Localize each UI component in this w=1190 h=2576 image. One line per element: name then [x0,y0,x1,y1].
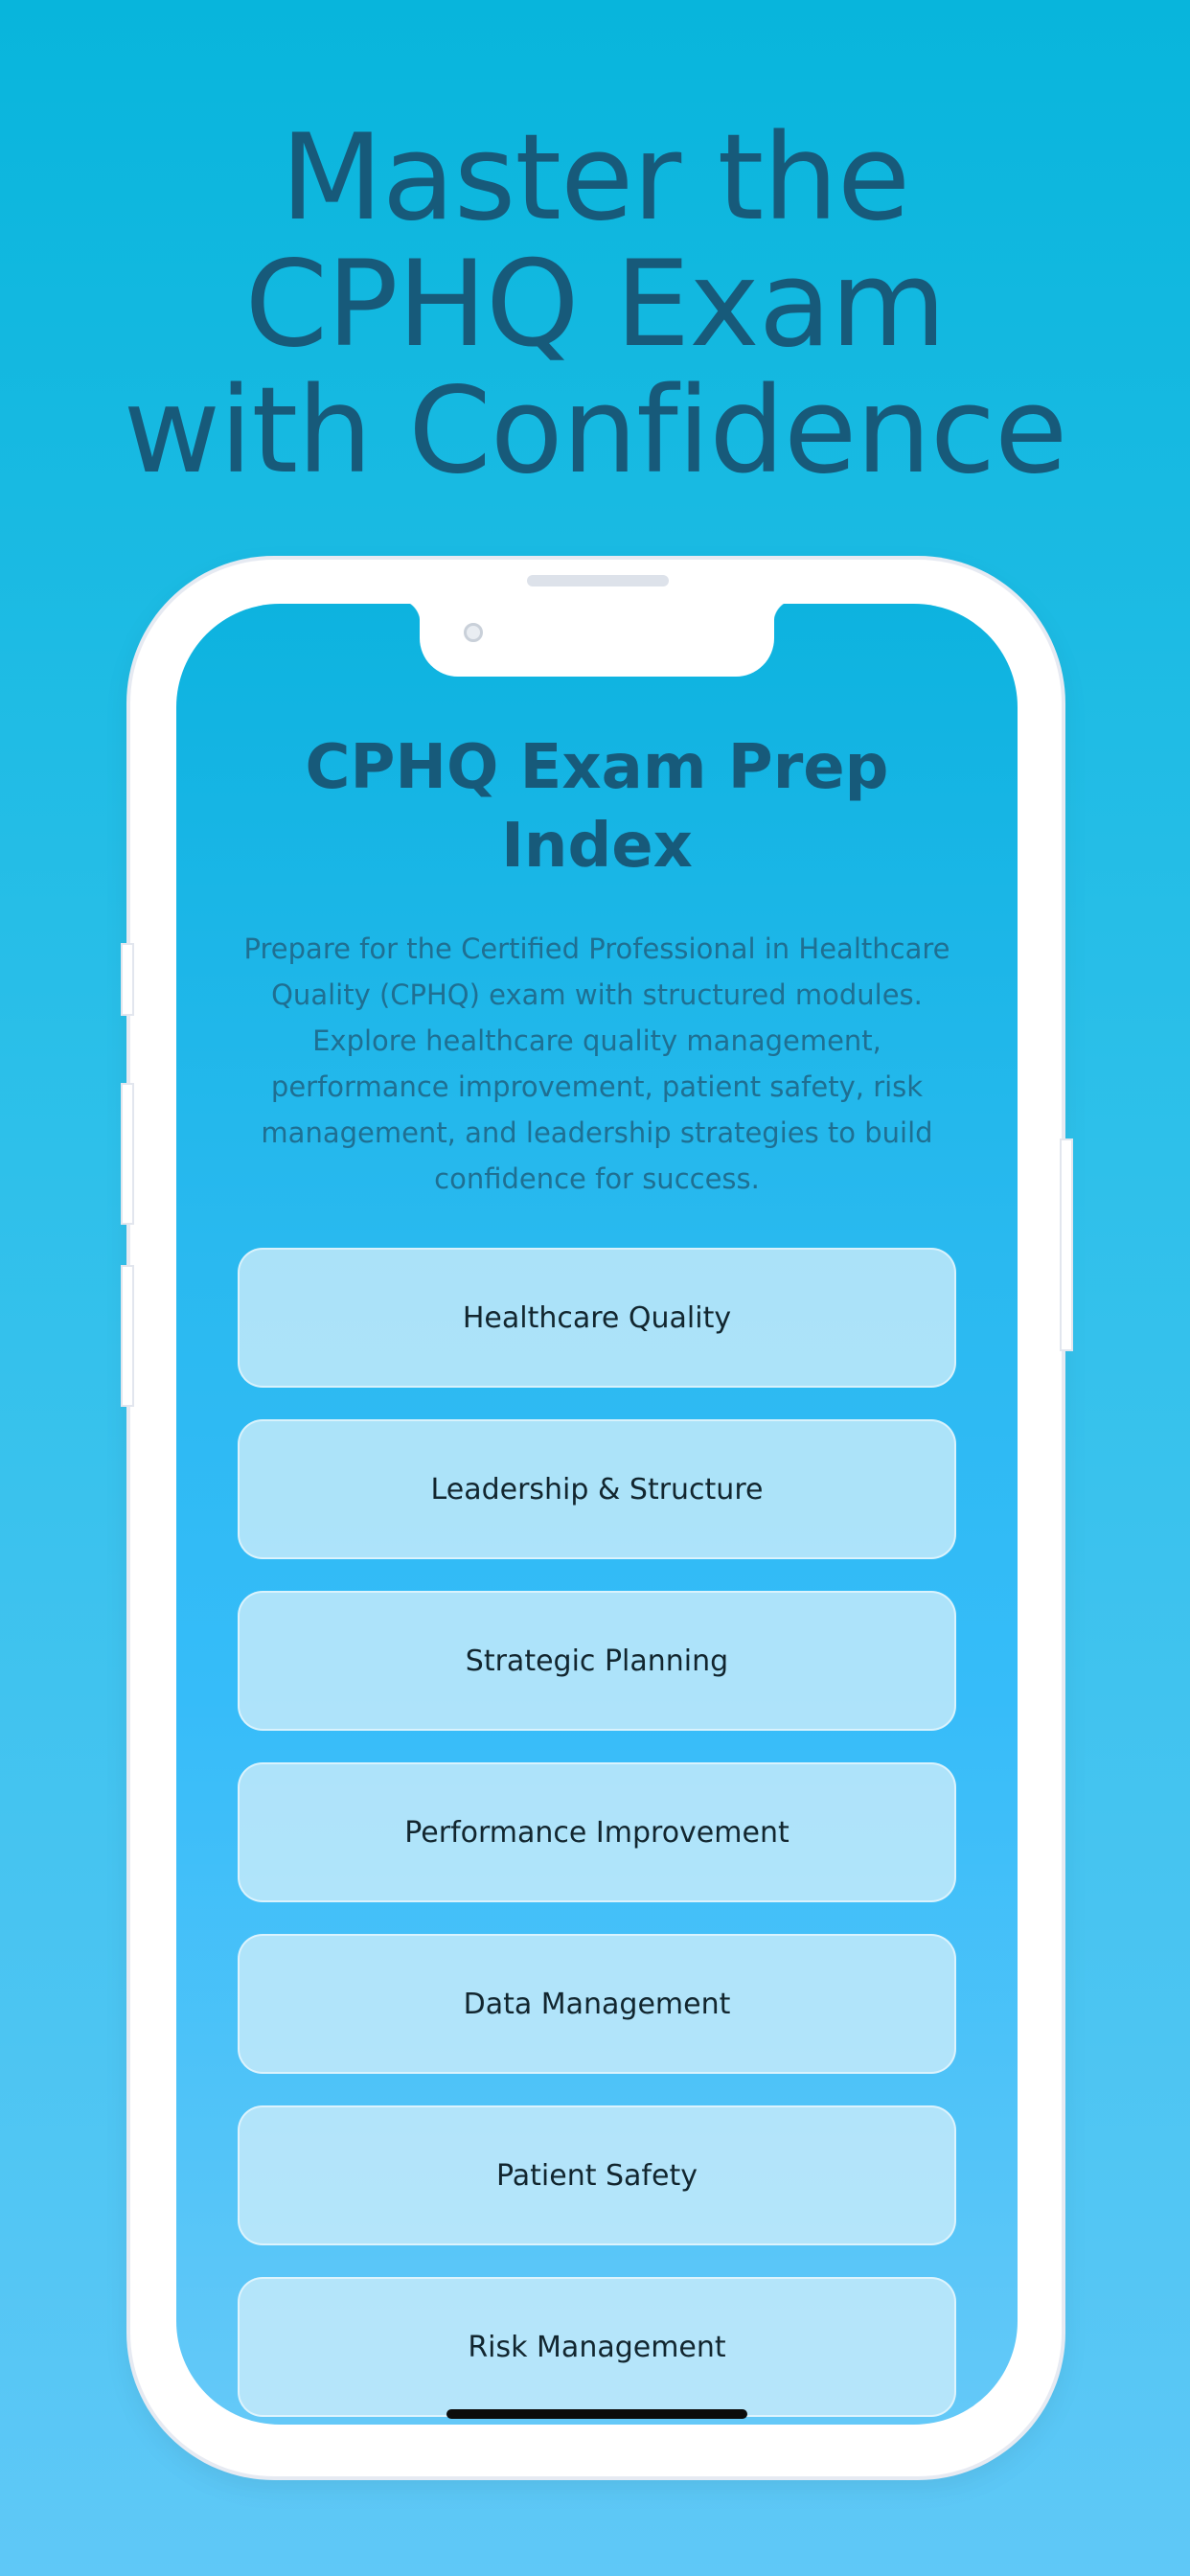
description-line: confidence for success. [434,1162,760,1195]
headline-line-2: CPHQ Exam [244,236,946,374]
description-line: performance improvement, patient safety, risk [270,1070,924,1103]
description-line: Quality (CPHQ) exam with structured modules. [271,978,923,1011]
description-line: Prepare for the Certified Professional in Healthcare [243,932,950,965]
page-title-line-2: Index [501,811,693,882]
page-description [234,926,960,1202]
phone-mute-switch [121,943,134,1016]
page-title-line-1: CPHQ Exam Prep [305,732,889,803]
module-button-leadership-structure[interactable]: Leadership & Structure [238,1419,956,1559]
headline-line-1: Master the [280,109,910,247]
phone-notch [420,604,774,677]
description-line: Explore healthcare quality management, [312,1024,881,1057]
phone-volume-up-button [121,1083,134,1225]
phone-volume-down-button [121,1265,134,1407]
phone-speaker [527,575,669,586]
module-button-data-management[interactable]: Data Management [238,1934,956,2074]
home-indicator[interactable] [446,2409,747,2419]
module-button-strategic-planning[interactable]: Strategic Planning [238,1591,956,1731]
module-button-patient-safety[interactable]: Patient Safety [238,2105,956,2245]
module-button-risk-management[interactable]: Risk Management [238,2277,956,2417]
description-line: management, and leadership strategies to build [261,1116,933,1149]
headline-line-3: with Confidence [123,362,1067,500]
front-camera-icon [464,623,483,642]
module-list [238,1248,956,2425]
promo-headline [0,109,1190,500]
module-button-healthcare-quality[interactable]: Healthcare Quality [238,1248,956,1388]
phone-screen [176,604,1018,2425]
page-title [176,728,1018,886]
phone-power-button [1060,1138,1073,1351]
module-button-performance-improvement[interactable]: Performance Improvement [238,1762,956,1902]
